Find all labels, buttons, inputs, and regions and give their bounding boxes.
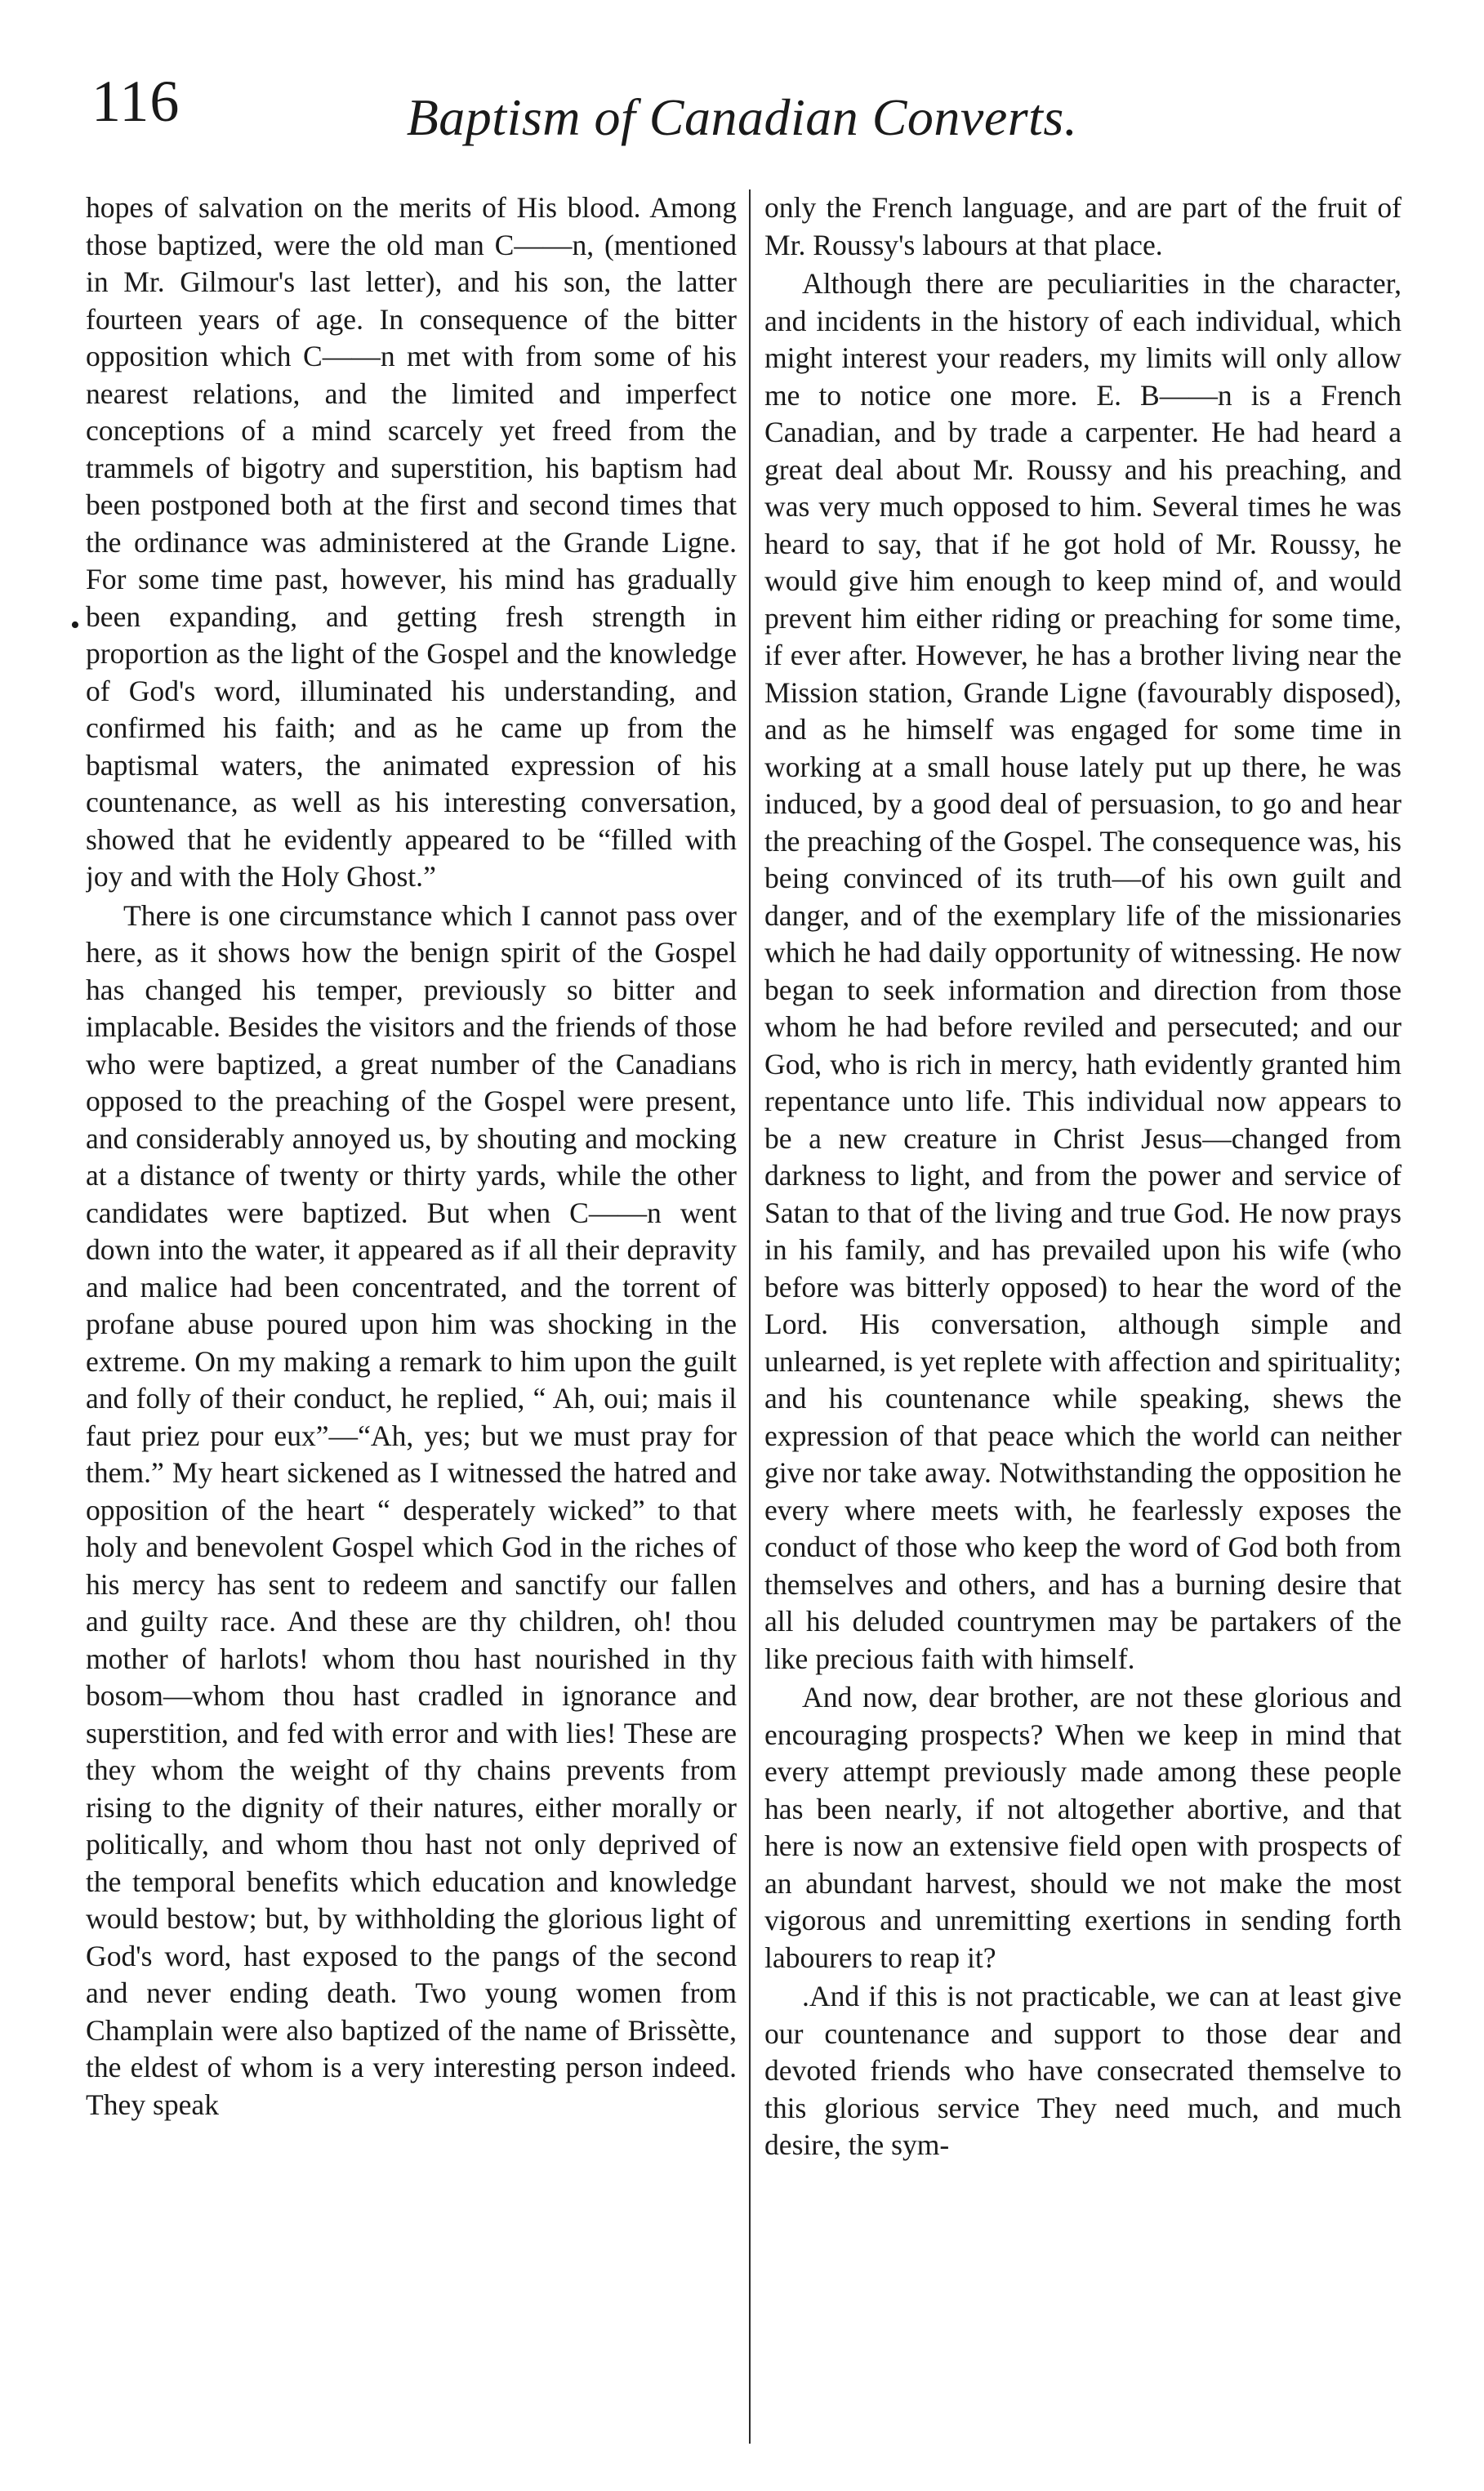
right-paragraph-1: only the French language, and are part of the fruit of Mr. Roussy's labours at that place. [764, 191, 1402, 261]
right-paragraph-2: Although there are peculiarities in the character, and incidents in the history of each individual, which might interest your readers, my limits will only allow me to notice one more. E. B——n is a French Canadian, and by trade a carpenter. He had heard a great deal about Mr. Roussy and his preaching, and was very much opposed to him. Several times he was heard to say, that if he got hold of Mr. Roussy, he would give him enough to keep mind of, and would prevent him either riding or preaching for some time, if ever after. However, he has a brother living near the Mission station, Grande Ligne (favourably disposed), and as he himself was engaged for some time in working at a small house lately put up there, he was induced, by a good deal of persuasion, to go and hear the preaching of the Gospel. The consequence was, his being convinced of its truth—of his own guilt and danger, and of the exemplary life of the missionaries which he had daily opportunity of witnessing. He now began to seek information and direction from those whom he had before reviled and persecuted; and our God, who is rich in mercy, hath evidently granted him repentance unto life. This individual now appears to be a new creature in Christ Jesus—changed from darkness to light, and from the power and service of Satan to that of the living and true God. He now prays in his family, and has prevailed upon his wife (who before was bitterly opposed) to hear the word of the Lord. His conversation, although simple and unlearned, is yet replete with affection and spirituality; and his countenance while speaking, shews the expression of that peace which the world can neither give nor take away. Notwithstanding the opposition he every where meets with, he fearlessly exposes the conduct of those who keep the word of God both from themselves and others, and has a burning desire that all his deluded countrymen may be partakers of the like precious faith with himself. [764, 267, 1402, 1675]
running-title: Baptism of Canadian Converts. [406, 88, 1078, 146]
left-paragraph-2: There is one circumstance which I cannot pass over here, as it shows how the benign spirit of the Gospel has changed his temper, previously so bitter and implacable. Besides the visitors and the friends of those who were baptized, a great number of the Canadians opposed to the preaching of the Gospel were present, and considerably annoyed us, by shouting and mocking at a distance of twenty or thirty yards, while the other candidates were baptized. But when C——n went down into the water, it appeared as if all their depravity and malice had been concentrated, and the torrent of profane abuse poured upon him was shocking in the extreme. On my making a remark to him upon the guilt and folly of their conduct, he replied, “ Ah, oui; mais il faut priez pour eux”—“Ah, yes; but we must pray for them.” My heart sickened as I witnessed the hatred and opposition of the heart “ desperately wicked” to that holy and benevolent Gospel which God in the riches of his mercy has sent to redeem and sanctify our fallen and guilty race. And these are thy children, oh! thou mother of harlots! whom thou hast nourished in thy bosom—whom thou hast cradled in ignorance and superstition, and fed with error and with lies! These are they whom the weight of thy chains prevents from rising to the dignity of their natures, either morally or politically, and whom thou hast not only deprived of the temporal benefits which education and knowledge would bestow; but, by withholding the glorious light of God's word, hast exposed to the pangs of the second and never ending death. Two young women from Champlain were also baptized of the name of Brissètte, the eldest of whom is a very interesting person indeed. They speak [86, 898, 737, 2121]
page-number: 116 [91, 69, 180, 134]
page-header [0, 0, 1484, 172]
margin-bullet-mark: • [70, 610, 80, 640]
right-paragraph-3: And now, dear brother, are not these glorious and encouraging prospects? When we keep in mind that every attempt previously made among these people has been nearly, if not altogether abortive, and that here is now an extensive field open with prospects of an abundant harvest, should we not make the most vigorous and unremitting exertions in sending forth labourers to reap it? [764, 1681, 1402, 1974]
right-paragraph-4: .And if this is not practicable, we can at least give our countenance and support to those dear and devoted friends who have consecrated themselve to this glorious service They need much, and much desire, the sym- [764, 1980, 1402, 2161]
column-divider [749, 189, 751, 2444]
right-column [764, 189, 1402, 2452]
left-column [86, 189, 737, 2452]
left-paragraph-1: hopes of salvation on the merits of His blood. Among those baptized, were the old man C——n, (mentioned in Mr. Gilmour's last letter), and his son, the latter fourteen years of age. In consequence of the bitter opposition which C——n met with from some of his nearest relations, and the limited and imperfect conceptions of a mind scarcely yet freed from the trammels of bigotry and superstition, his baptism had been postponed both at the first and second times that the ordinance was administered at the Grande Ligne. For some time past, however, his mind has gradually been expanding, and getting fresh strength in proportion as the light of the Gospel and the knowledge of God's word, illuminated his understanding, and confirmed his faith; and as he came up from the baptismal waters, the animated expression of his countenance, as well as his interesting conversation, showed that he evidently appeared to be “filled with joy and with the Holy Ghost.” [86, 191, 737, 893]
